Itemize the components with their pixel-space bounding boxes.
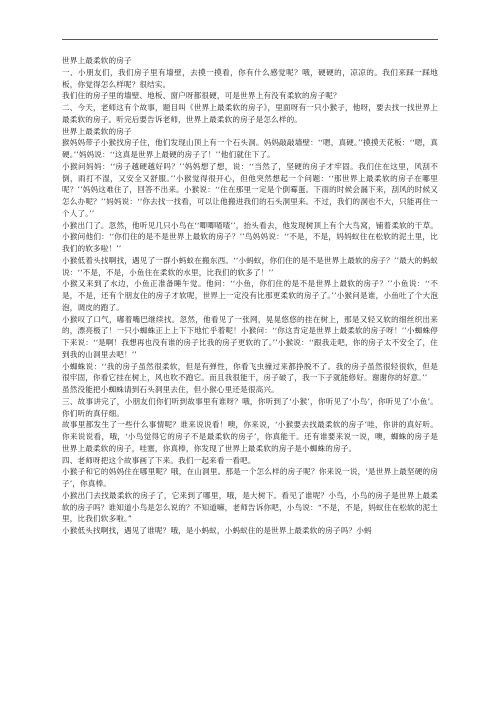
doc-title: 世界上最柔软的房子 (62, 56, 132, 65)
story-paragraph: 小猴低着头找啊找，遇见了一群小蚂蚁在搬东西。‘‘小蚂蚁，你们住的是不是世界上最软的房子？’’最大的蚂蚁说：‘‘不是，不是，小鱼住在柔软的水里，比我们的软多了！’’ (62, 255, 438, 277)
paragraph: 小猴出门去找最柔软的房子了，它来到了哪里，哦，是大树下。看见了谁呢？小鸟，小鸟的房子是世界上最柔软的房子吗？谁知道小鸟是怎么说的？不知道嘛，老师告诉你吧，小鸟说：“不是，不是，妈蚁住在松软的泥土里，比我们软多啦。” (62, 490, 438, 524)
section-four-paragraph: 四、老师呀把这个故事画了下来。我们一起来看一看吧。 (62, 455, 256, 465)
header-rule (62, 39, 438, 40)
story-paragraph: 虽然没能把小蜘蛛请到石头洞里去住，但小猴心里还是很高兴。 (62, 385, 279, 394)
story-title: 世界上最柔软的房子 (62, 126, 132, 136)
paragraph: 小猴低头找啊找，遇见了谁呢？哦，是小蚂蚁，小蚂蚁住的是世界上最柔软的房子吗？小蚂 (62, 526, 372, 535)
section-one-paragraph: 一、小朋友们，我们房子里有墙壁，去摸一摸看，你有什么感觉呢？哦，硬硬的，凉凉的。我们来踩一踩地板，你觉得怎么样呢？很结实。 (62, 67, 438, 89)
paragraph: 我们住的房子里的墙壁、地板、窗户呀都很硬，可是世界上有没有柔软的房子呢？ (62, 91, 341, 101)
story-paragraph: 小猴叹了口气，嘟着嘴巴继续找。忽然，他看见了一张网，晃晃悠悠的挂在树上，那是又轻又软的细丝织出来的，漂亮极了！一只小蜘蛛正上上下下地忙乎着呢！小猴问：‘‘你这肯定是世界上最柔软的房子呀！’’小蜘蛛停下来说：‘‘是啊！我想再也没有谁的房子比我的房子更软的了。’’小猴说：‘‘跟我走吧，你的房子太不安全了，住到我的山洞里去吧！’’ (62, 314, 438, 359)
story-paragraph: 小猴又来到了水边，小鱼正准备睡午觉。他问：‘‘小鱼，你们住的是不是世界上最软的房子？’’小鱼说：‘‘不是，不是，还有个朋友住的房子才软呢，世界上一定没有比那更柔软的房子了。’’小猴问是谁，小鱼吐了个大泡泡，调皮的跑了。 (62, 279, 438, 312)
paragraph: 小猴子和它的妈妈住在哪里呢？哦，在山洞里。那是一个怎么样的房子呢？你来说一说，‘是世界上最坚硬的房子’，你真棒。 (62, 467, 438, 488)
story-paragraph: 小蜘蛛说：‘‘我的房子虽然很柔软，但是有弹性，你看飞虫撞过来都挣脱不了。我的房子虽然很轻很软，但是很牢固，你看它挂在树上，风也吹不跑它。而且我很能干，房子破了，我一下子就能修好。谢谢你的好意。’’ (62, 361, 438, 383)
story-paragraph: 小猴出门了。忽然，他听见几只小鸟在‘‘唧唧喳喳’’，抬头看去，他发现树顶上有个大鸟窝，铺着柔软的干草。小猴问他们：‘‘你们住的是不是世界上最软的房子？’’鸟妈妈说：‘‘不是，不是，妈妈蚁住在松软的泥土里，比我们的软多啦！’’ (62, 220, 438, 253)
paragraph: 故事里都发生了一些什么事情呢？谁来说说看！噢，你来说，‘小猴要去找最柔软的房子’哇，你讲的真好听。你来说说看，哦，‘小鸟觉得它的房子不是最柔软的房子’，你真能干。还有谁要来说一说，噢，蜘蛛的房子是世界上最柔软的房子，哇塞，你真棒，你发现了世界上最柔软的房子是小蜘蛛的房子。 (62, 420, 438, 453)
document-body (62, 55, 438, 537)
story-paragraph: 猴妈妈带子小猴找房子住，他们发现山顶上有一个石头洞。妈妈敲敲墙壁：‘‘嗯，真硬。’’摸摸天花板：‘‘嗯，真硬。’’妈妈说：‘‘这真是世界上最硬的房子了！’’他们就住下了。 (62, 138, 438, 159)
story-paragraph: 小猴问妈妈：‘‘房子越硬越好吗？’’妈妈想了想，说：‘‘当然了，坚硬的房子才牢固。我们住在这里，风刮不倒，雨打不湿，又安全又舒服。’’小猴觉得很开心，但他突然想起一个问题：‘‘那世界上最柔软的房子在哪里呢？’’妈妈这难住了，回答不出来。小猴说：‘‘住在那里一定是个倒霉蛋。下雨的时候会漏下来，刮风的时候又怎么办呢？’’妈妈说：‘‘你去找一找看，可以让他搬进我们的石头洞里来。不过，我们的洞也不大，只能再住一个人了。’’ (62, 161, 438, 218)
section-three-paragraph: 三、故事讲完了，小朋友们你们听到故事里有谁呀？哦，你听到了‘小猴’，你听见了‘小鸟’，你听见了‘小鱼’。你们听的真仔细。 (62, 396, 438, 418)
section-two-paragraph: 二、今天，老师这有个故事，题目叫《世界上最柔软的房子》，里面呀有一只小猴子，他呀，要去找一找世界上最柔软的房子。听完后要告诉老师，世界上最柔软的房子是怎么样的。 (62, 103, 438, 124)
